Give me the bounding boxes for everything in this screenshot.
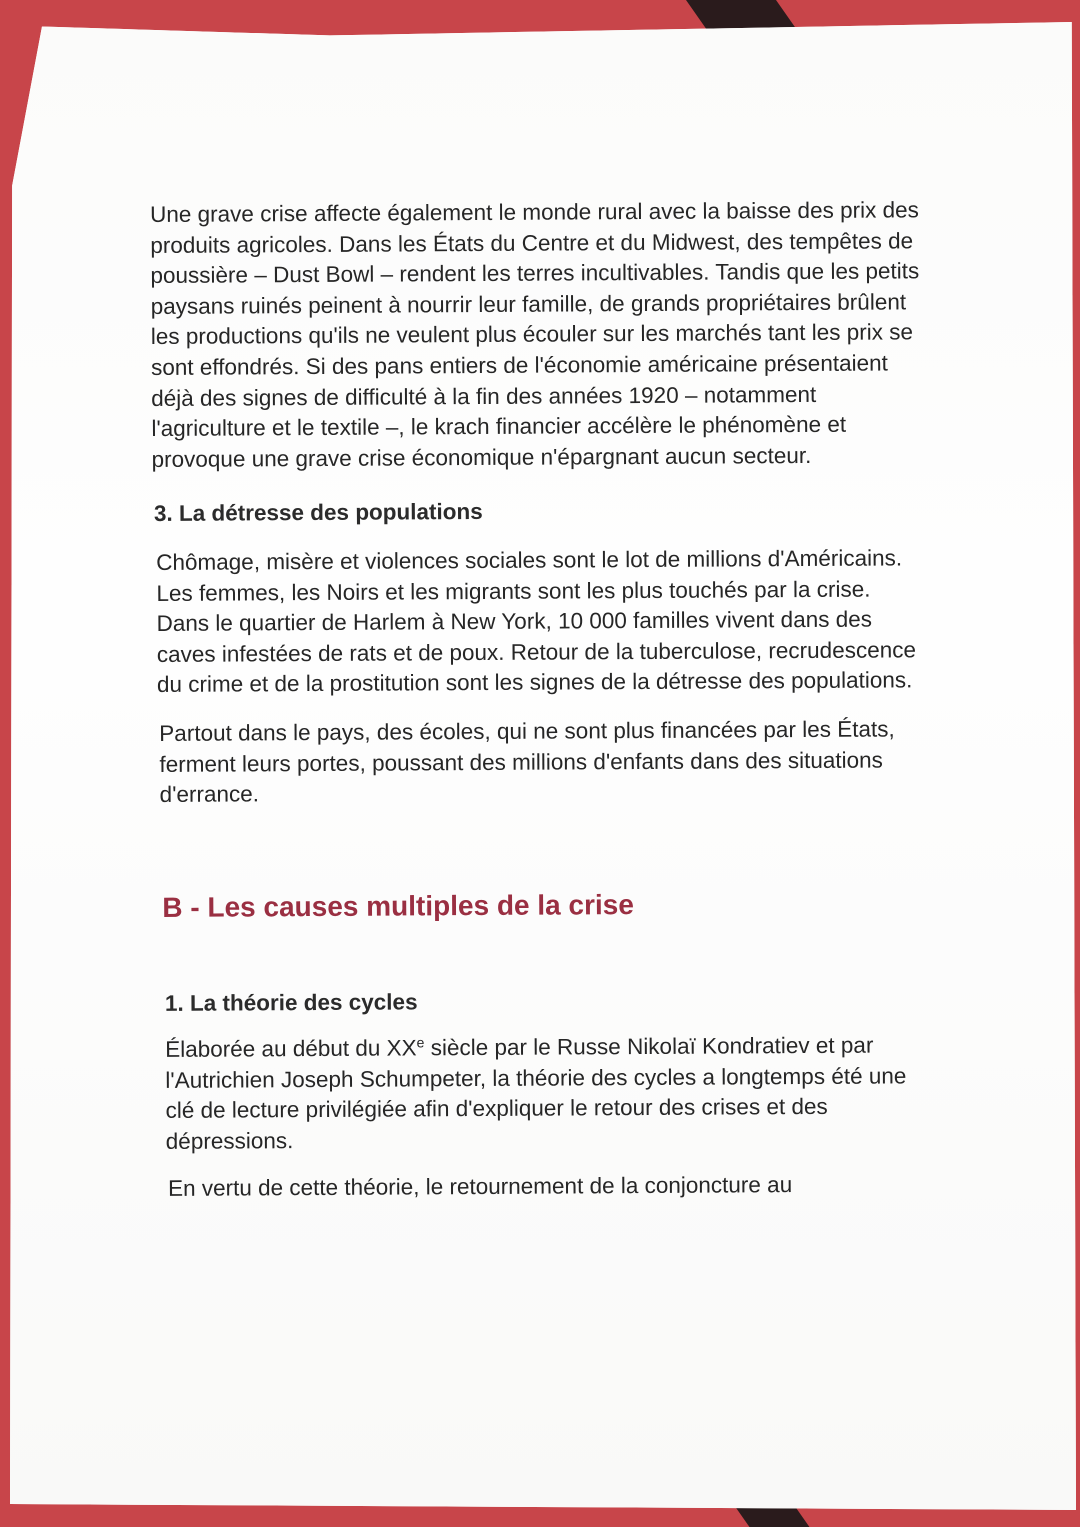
paragraph-cycles-rest: siècle par le Russe Nikolaï Kondratiev et par l'Autrichien Joseph Schumpeter, la théorie des cycles a longtemps été une clé de lecture privilégiée afin d'expliquer le retour des crises et des dépressions. [165,1032,907,1154]
century-superscript: e [416,1034,425,1051]
paragraph-conjoncture: En vertu de cette théorie, le retournement de la conjoncture au [167,1171,793,1201]
document-body [150,195,926,1204]
paragraph-ecoles: Partout dans le pays, des écoles, qui ne sont plus financées par les États, ferment leurs portes, poussant des millions d'enfants dans des situations d'errance. [159,716,895,808]
subheading-detresse: 3. La détresse des populations [153,499,483,527]
section-heading-b: B - Les causes multiples de la crise [162,888,634,923]
paragraph-cycles-start: Élaborée au début du XX [165,1035,417,1063]
paragraph-detresse: Chômage, misère et violences sociales sont le lot de millions d'Américains. Les femmes, les Noirs et les migrants sont les plus touchés par la crise. Dans le quartier de Harlem à New York, 10 000 familles vivent dans des caves infestées de rats et de poux. Retour de la tuberculose, recrudescence du crime et de la prostitution sont les signes de la détresse des populations. [156,545,917,698]
subheading-cycles: 1. La théorie des cycles [164,989,418,1016]
paragraph-cycles [165,1031,926,1158]
paragraph-rural-crisis: Une grave crise affecte également le monde rural avec la baisse des prix des produits agricoles. Dans les États du Centre et du Midwest, des tempêtes de poussière – Dust Bowl – rendent les terres incultivables. Tandis que les petits paysans ruinés peinent à nourrir leur famille, de grands propriétaires brûlent les productions qu'ils ne veulent plus écouler sur les marchés tant les prix se sont effondrés. Si des pans entiers de l'économie américaine présentaient déjà des signes de difficulté à la fin des années 1920 – notamment l'agriculture et le textile –, le krach financier accélère le phénomène et provoque une grave crise économique n'épargnant aucun secteur. [150,197,920,472]
